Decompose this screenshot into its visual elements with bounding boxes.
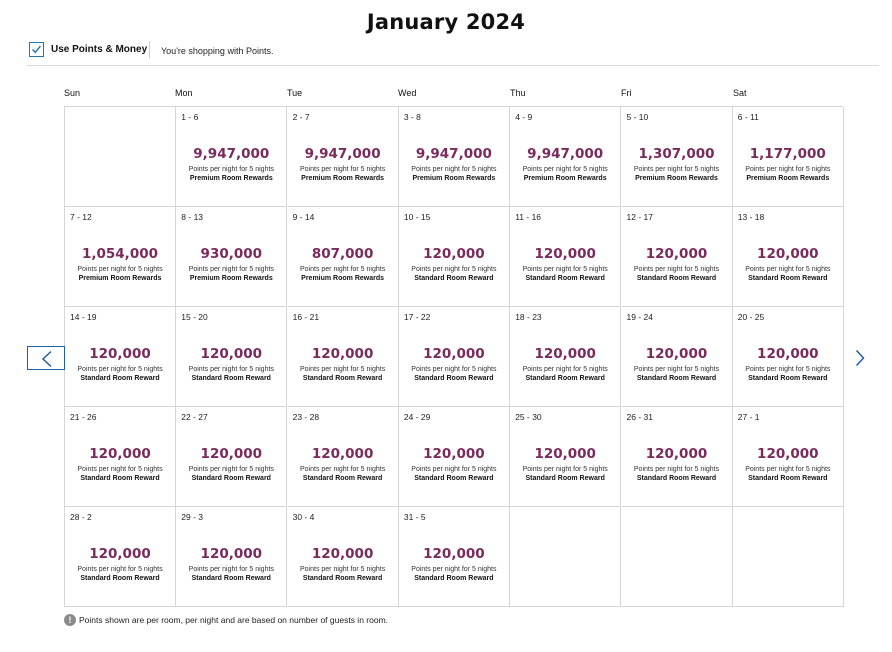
points-note: Points per night for 5 nights [188, 566, 274, 573]
points-amount: 120,000 [534, 246, 596, 262]
points-amount: 120,000 [423, 346, 485, 362]
points-amount: 120,000 [311, 446, 374, 462]
calendar-cell[interactable] [288, 407, 399, 507]
stay-date-range: 13 - 18 [737, 212, 765, 222]
calendar-cell[interactable] [399, 407, 510, 507]
reward-tier: Standard Room Reward [748, 275, 828, 282]
reward-tier: Standard Room Reward [302, 575, 383, 582]
use-points-money-label[interactable]: Use Points & Money [51, 44, 148, 55]
calendar-cell[interactable] [510, 307, 621, 407]
calendar-cell[interactable] [733, 107, 844, 207]
chevron-right-icon [855, 349, 865, 367]
next-month-button[interactable] [851, 346, 871, 370]
points-note: Points per night for 5 nights [299, 566, 386, 573]
stay-date-range: 9 - 14 [292, 212, 315, 222]
points-note: Points per night for 5 nights [299, 366, 386, 373]
reward-tier: Premium Room Rewards [412, 175, 496, 182]
stay-date-range: 14 - 19 [70, 312, 97, 322]
points-amount: 120,000 [89, 546, 151, 562]
points-amount: 1,177,000 [749, 146, 826, 162]
calendar-cell[interactable] [622, 307, 733, 407]
toolbar-divider [149, 41, 150, 58]
points-amount: 120,000 [89, 446, 151, 462]
points-amount: 9,947,000 [304, 146, 381, 162]
stay-date-range: 29 - 3 [181, 512, 204, 522]
stay-date-range: 11 - 16 [515, 212, 542, 222]
calendar-cell[interactable] [176, 307, 287, 407]
previous-month-button[interactable] [27, 346, 65, 370]
calendar-cell[interactable] [399, 207, 510, 307]
reward-tier: Premium Room Rewards [189, 175, 273, 182]
calendar-cell[interactable] [65, 507, 176, 607]
day-header-sun: Sun [64, 88, 81, 98]
reward-tier: Standard Room Reward [80, 475, 160, 482]
use-points-money-checkbox[interactable] [29, 42, 44, 57]
reward-tier: Standard Room Reward [636, 375, 717, 382]
points-amount: 120,000 [200, 446, 263, 462]
points-amount: 9,947,000 [527, 146, 604, 162]
reward-tier: Standard Room Reward [748, 475, 828, 482]
stay-date-range: 26 - 31 [626, 412, 653, 422]
stay-date-range: 21 - 26 [70, 412, 97, 422]
reward-tier: Standard Room Reward [414, 475, 494, 482]
stay-date-range: 1 - 6 [181, 112, 199, 122]
calendar-cell[interactable] [399, 507, 510, 607]
reward-tier: Standard Room Reward [636, 275, 717, 282]
stay-date-range: 12 - 17 [626, 212, 653, 222]
stay-date-range: 16 - 21 [292, 312, 320, 322]
reward-tier: Standard Room Reward [414, 375, 494, 382]
calendar-cell[interactable] [733, 307, 844, 407]
stay-date-range: 25 - 30 [515, 412, 542, 422]
calendar-cell[interactable] [65, 207, 176, 307]
points-amount: 9,947,000 [193, 146, 270, 162]
points-amount: 120,000 [534, 346, 596, 362]
calendar-cell[interactable] [288, 107, 399, 207]
reward-tier: Premium Room Rewards [523, 175, 607, 182]
points-note: Points per night for 5 nights [633, 266, 720, 273]
calendar-cell[interactable] [622, 207, 733, 307]
calendar-cell[interactable] [399, 107, 510, 207]
points-amount: 807,000 [311, 246, 374, 262]
calendar-cell[interactable] [176, 107, 287, 207]
day-header-mon: Mon [175, 88, 193, 98]
points-note: Points per night for 5 nights [522, 366, 608, 373]
calendar-cell[interactable] [65, 307, 176, 407]
calendar-cell[interactable] [622, 107, 733, 207]
stay-date-range: 15 - 20 [181, 312, 208, 322]
points-note: Points per night for 5 nights [633, 366, 720, 373]
points-note: Points per night for 5 nights [188, 266, 274, 273]
footnote-text: Points shown are per room, per night and are based on number of guests in room. [79, 615, 389, 625]
reward-tier: Premium Room Rewards [189, 275, 273, 282]
calendar-cell-empty [65, 107, 176, 207]
day-header-wed: Wed [398, 88, 417, 98]
points-amount: 120,000 [423, 546, 485, 562]
points-amount: 120,000 [645, 446, 708, 462]
reward-tier: Premium Room Rewards [635, 175, 718, 182]
reward-tier: Standard Room Reward [525, 475, 605, 482]
points-amount: 120,000 [757, 446, 819, 462]
reward-tier: Standard Room Reward [414, 275, 494, 282]
calendar-cell[interactable] [176, 407, 287, 507]
stay-date-range: 6 - 11 [737, 112, 759, 122]
points-note: Points per night for 5 nights [77, 366, 163, 373]
points-amount: 120,000 [645, 346, 708, 362]
points-amount: 120,000 [200, 346, 263, 362]
calendar-cell[interactable] [176, 207, 287, 307]
points-amount: 1,054,000 [81, 246, 158, 262]
points-amount: 120,000 [200, 546, 263, 562]
points-note: Points per night for 5 nights [188, 166, 274, 173]
reward-tier: Standard Room Reward [748, 375, 828, 382]
calendar-cell-empty [622, 507, 733, 607]
points-note: Points per night for 5 nights [299, 266, 386, 273]
points-note: Points per night for 5 nights [77, 466, 163, 473]
calendar-cell[interactable] [510, 407, 621, 507]
points-amount: 120,000 [423, 446, 485, 462]
reward-tier: Standard Room Reward [302, 475, 383, 482]
calendar-cell[interactable] [733, 207, 844, 307]
calendar-cell[interactable] [510, 207, 621, 307]
page-title: January 2024 [366, 10, 526, 34]
points-amount: 930,000 [200, 246, 263, 262]
points-amount: 120,000 [534, 446, 596, 462]
points-note: Points per night for 5 nights [188, 366, 274, 373]
points-note: Points per night for 5 nights [411, 366, 497, 373]
points-amount: 1,307,000 [638, 146, 715, 162]
calendar-cell[interactable] [288, 507, 399, 607]
reward-tier: Standard Room Reward [80, 375, 160, 382]
reward-tier: Standard Room Reward [191, 575, 271, 582]
reward-tier: Standard Room Reward [302, 375, 383, 382]
points-amount: 120,000 [645, 246, 708, 262]
reward-tier: Standard Room Reward [525, 375, 605, 382]
stay-date-range: 31 - 5 [403, 512, 426, 522]
points-note: Points per night for 5 nights [633, 166, 720, 173]
calendar-cell[interactable] [399, 307, 510, 407]
points-note: Points per night for 5 nights [633, 466, 720, 473]
stay-date-range: 3 - 8 [403, 112, 421, 122]
points-note: Points per night for 5 nights [411, 466, 497, 473]
calendar-cell[interactable] [65, 407, 176, 507]
reward-tier: Premium Room Rewards [301, 275, 385, 282]
checkmark-icon [31, 44, 42, 55]
stay-date-range: 2 - 7 [292, 112, 310, 122]
calendar-cell[interactable] [733, 407, 844, 507]
points-amount: 120,000 [89, 346, 151, 362]
calendar-cell[interactable] [176, 507, 287, 607]
stay-date-range: 24 - 29 [403, 412, 431, 422]
points-note: Points per night for 5 nights [77, 566, 163, 573]
reward-tier: Standard Room Reward [525, 275, 605, 282]
day-header-sat: Sat [733, 88, 747, 98]
reward-tier: Standard Room Reward [191, 375, 271, 382]
stay-date-range: 30 - 4 [292, 512, 315, 522]
reward-tier: Premium Room Rewards [746, 175, 830, 182]
reward-tier: Standard Room Reward [414, 575, 494, 582]
points-amount: 120,000 [757, 346, 819, 362]
points-note: Points per night for 5 nights [745, 366, 831, 373]
points-note: Points per night for 5 nights [299, 466, 386, 473]
reward-tier: Standard Room Reward [191, 475, 271, 482]
stay-date-range: 10 - 15 [403, 212, 431, 222]
points-note: Points per night for 5 nights [299, 166, 386, 173]
points-amount: 120,000 [423, 246, 485, 262]
points-note: Points per night for 5 nights [522, 466, 608, 473]
points-note: Points per night for 5 nights [522, 166, 608, 173]
calendar-cell[interactable] [510, 107, 621, 207]
reward-tier: Standard Room Reward [80, 575, 160, 582]
points-note: Points per night for 5 nights [522, 266, 608, 273]
stay-date-range: 18 - 23 [515, 312, 542, 322]
points-note: Points per night for 5 nights [745, 466, 831, 473]
stay-date-range: 20 - 25 [737, 312, 765, 322]
points-amount: 120,000 [757, 246, 819, 262]
stay-date-range: 19 - 24 [626, 312, 653, 322]
reward-tier: Standard Room Reward [636, 475, 717, 482]
calendar-grid [64, 106, 843, 607]
stay-date-range: 22 - 27 [181, 412, 208, 422]
calendar-cell-empty [733, 507, 844, 607]
chevron-left-icon [40, 350, 54, 368]
points-note: Points per night for 5 nights [411, 266, 497, 273]
stay-date-range: 7 - 12 [70, 212, 92, 222]
calendar-cell[interactable] [622, 407, 733, 507]
calendar-cell[interactable] [288, 207, 399, 307]
stay-date-range: 17 - 22 [403, 312, 431, 322]
points-note: Points per night for 5 nights [188, 466, 274, 473]
points-note: Points per night for 5 nights [745, 166, 831, 173]
day-header-thu: Thu [510, 88, 526, 98]
points-note: Points per night for 5 nights [77, 266, 163, 273]
calendar-cell[interactable] [288, 307, 399, 407]
reward-tier: Premium Room Rewards [78, 275, 162, 282]
points-note: Points per night for 5 nights [745, 266, 831, 273]
points-amount: 9,947,000 [415, 146, 492, 162]
points-toolbar [27, 41, 879, 66]
shopping-status-text: You're shopping with Points. [161, 46, 274, 56]
calendar-cell-empty [510, 507, 621, 607]
stay-date-range: 8 - 13 [181, 212, 204, 222]
points-amount: 120,000 [311, 346, 374, 362]
reward-tier: Premium Room Rewards [301, 175, 385, 182]
stay-date-range: 4 - 9 [515, 112, 533, 122]
info-icon: ! [64, 614, 76, 626]
stay-date-range: 28 - 2 [70, 512, 92, 522]
stay-date-range: 23 - 28 [292, 412, 320, 422]
points-note: Points per night for 5 nights [411, 166, 497, 173]
stay-date-range: 27 - 1 [737, 412, 760, 422]
stay-date-range: 5 - 10 [626, 112, 649, 122]
points-amount: 120,000 [311, 546, 374, 562]
day-header-fri: Fri [621, 88, 632, 98]
day-header-tue: Tue [287, 88, 303, 98]
points-note: Points per night for 5 nights [411, 566, 497, 573]
